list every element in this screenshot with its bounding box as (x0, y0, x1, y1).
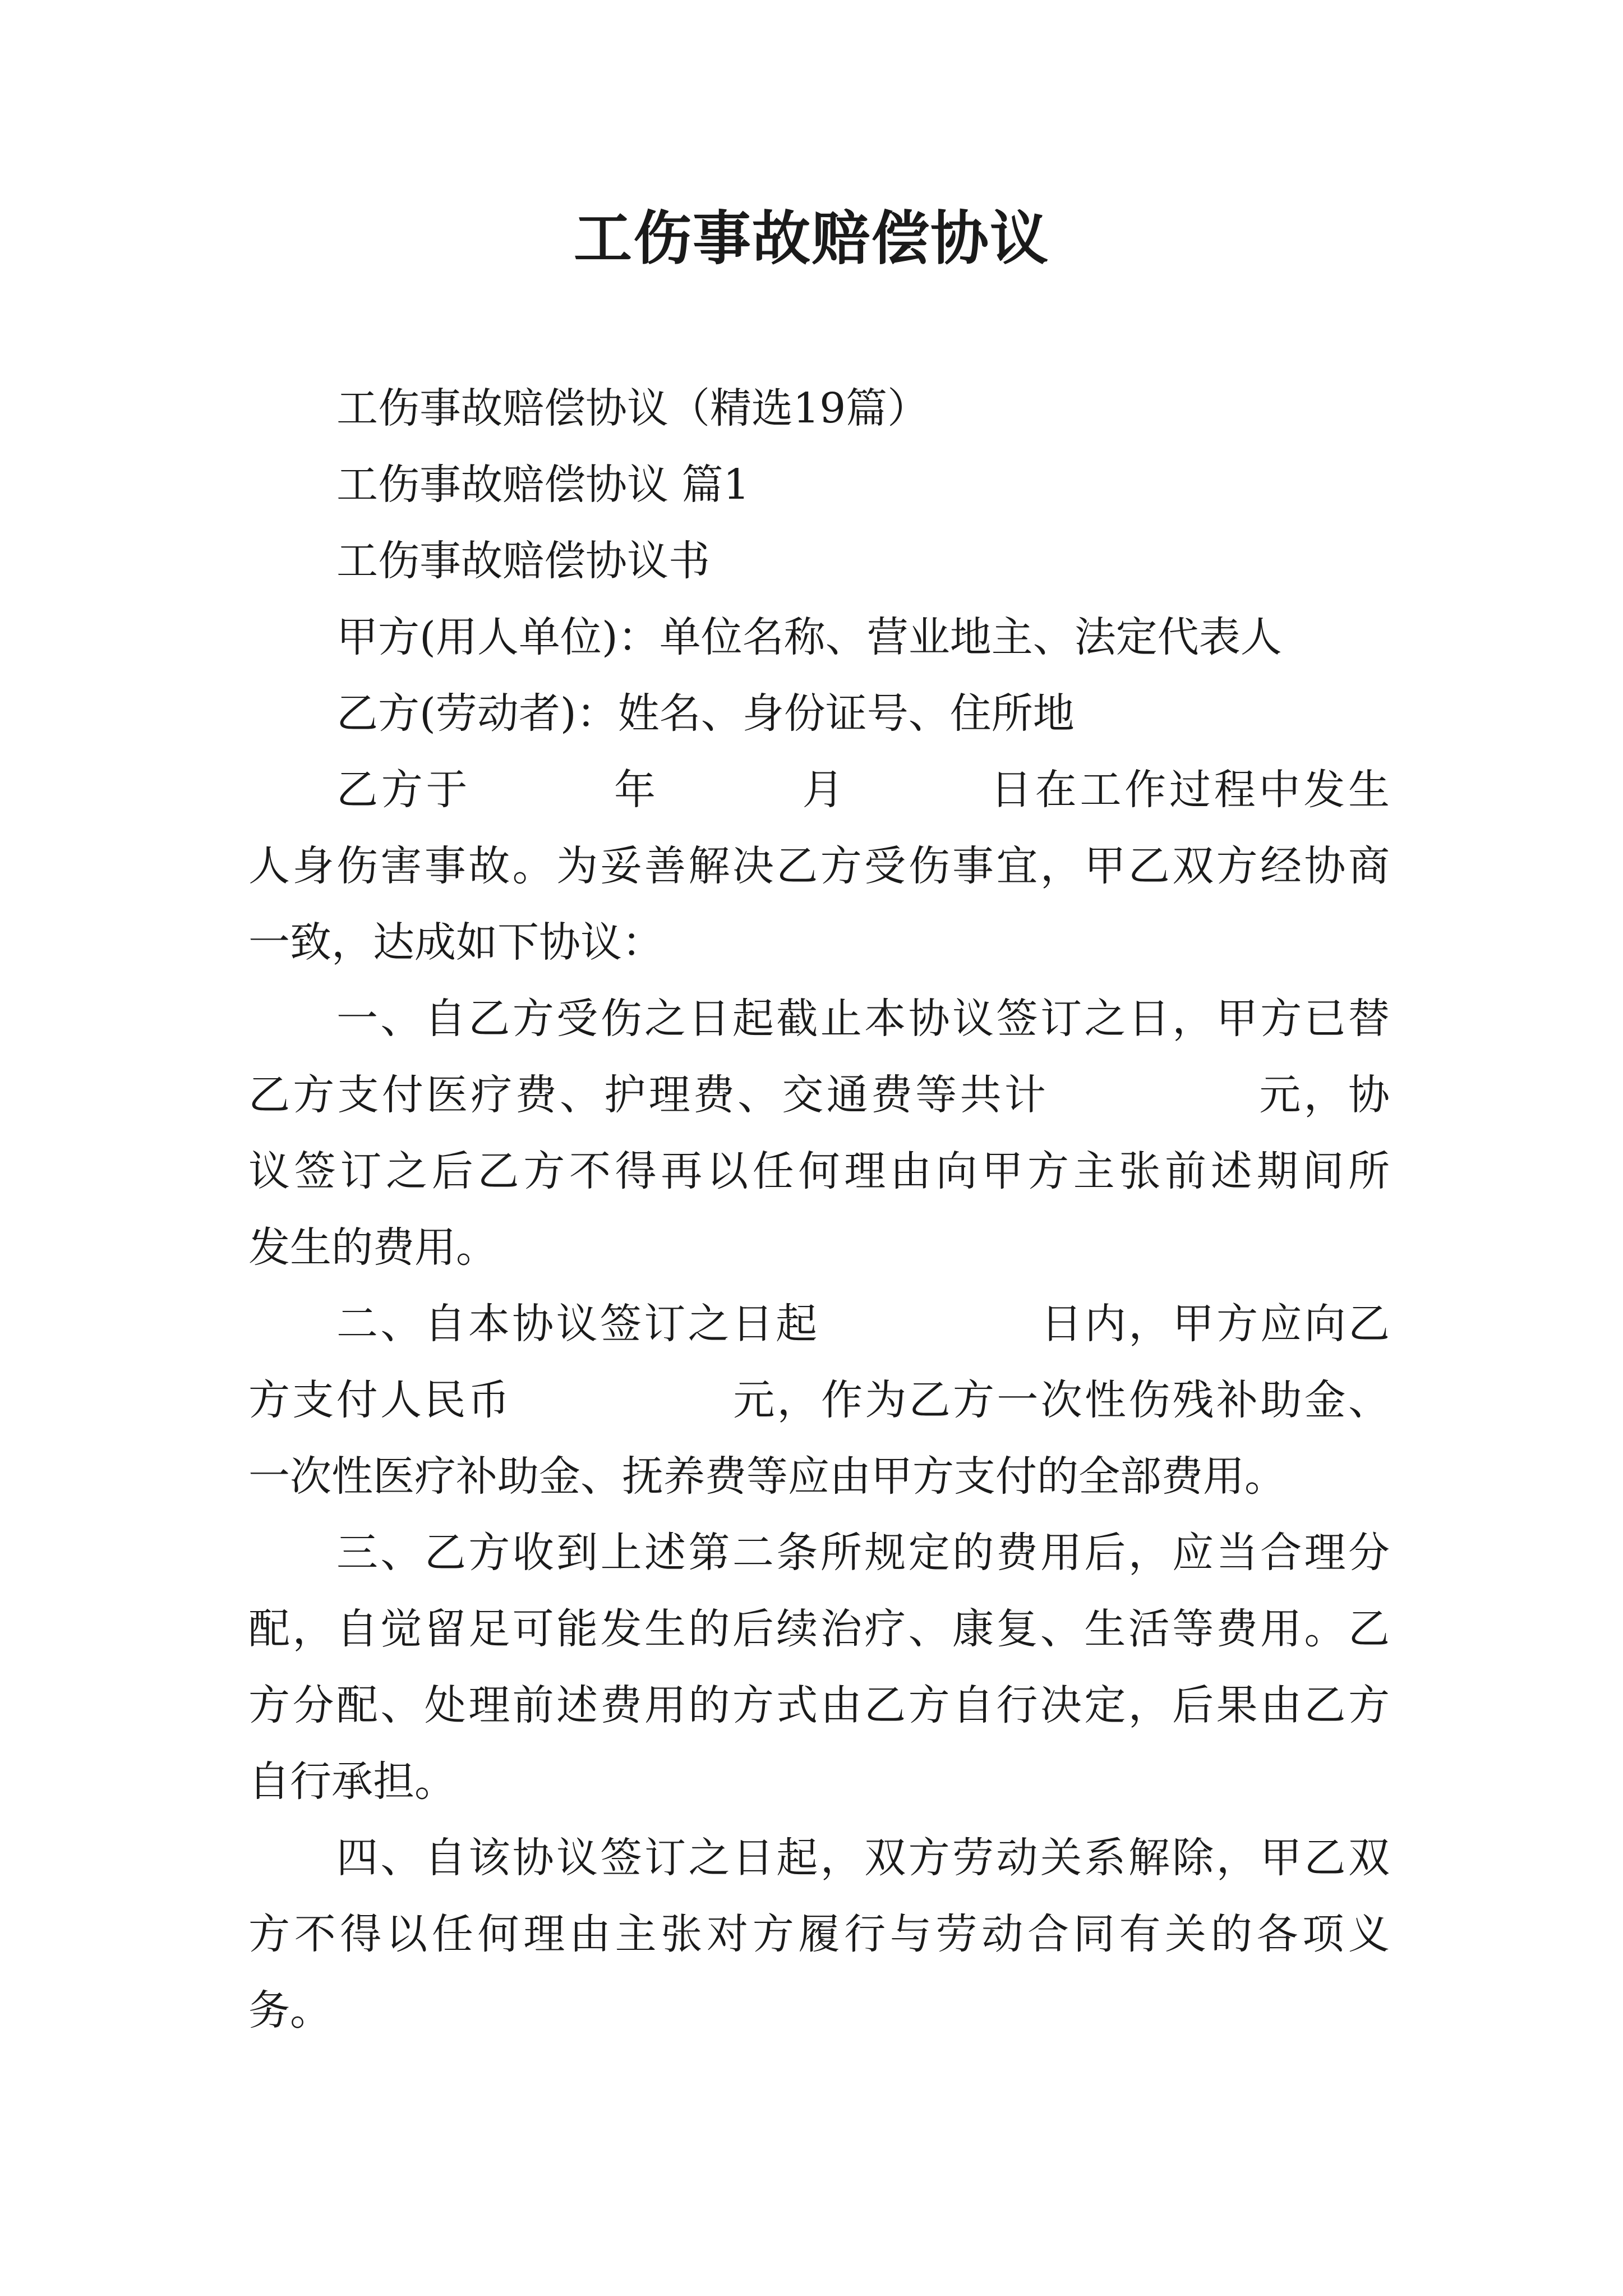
paragraph-text: 乙方支付医疗费、护理费、交通费等共计 (248, 1071, 1049, 1119)
paragraph-text: 日内，甲方应向乙 (1038, 1300, 1390, 1348)
clause-one-line (248, 1057, 1390, 1133)
paragraph-text: 方支付人民币 (248, 1376, 512, 1424)
clause-two-line (248, 1286, 1390, 1362)
party-a-line: 甲方(用人单位)：单位名称、营业地主、法定代表人 (336, 613, 1282, 661)
clause-three-line: 自行承担。 (248, 1757, 456, 1806)
agreement-heading: 工伤事故赔偿协议书 (336, 537, 710, 585)
clause-one-line: 发生的费用。 (248, 1223, 497, 1272)
clause-two-line (248, 1362, 1390, 1438)
party-b-line: 乙方(劳动者)：姓名、身份证号、住所地 (336, 689, 1075, 738)
clause-three-line: 配，自觉留足可能发生的后续治疗、康复、生活等费用。乙 (248, 1605, 1390, 1653)
paragraph-text: 年 (611, 766, 659, 814)
paragraph-text: 月 (799, 766, 847, 814)
paragraph-line: 一致，达成如下协议： (248, 918, 663, 967)
paragraph-text: 元，作为乙方一次性伤残补助金、 (731, 1376, 1390, 1424)
clause-one-line: 一、自乙方受伤之日起截止本协议签订之日，甲方已替 (336, 995, 1390, 1043)
clause-four-line: 方不得以任何理由主张对方履行与劳动合同有关的各项义 (248, 1910, 1390, 1958)
paragraph-line (248, 752, 1390, 828)
clause-three-line: 方分配、处理前述费用的方式由乙方自行决定，后果由乙方 (248, 1681, 1390, 1729)
paragraph-line: 人身伤害事故。为妥善解决乙方受伤事宜，甲乙双方经协商 (248, 842, 1390, 890)
clause-three-line: 三、乙方收到上述第二条所规定的费用后，应当合理分 (336, 1529, 1390, 1577)
paragraph-text: 日在工作过程中发生 (987, 766, 1390, 814)
document-body (248, 370, 1390, 2049)
paragraph-text: 乙方于 (336, 766, 471, 814)
clause-four-line: 四、自该协议签订之日起，双方劳动关系解除，甲乙双 (336, 1834, 1390, 1882)
paragraph-text: 二、自本协议签订之日起 (336, 1300, 820, 1348)
clause-four-line: 务。 (248, 1986, 331, 2035)
section-heading: 工伤事故赔偿协议 篇1 (336, 461, 750, 509)
clause-one-line: 议签订之后乙方不得再以任何理由向甲方主张前述期间所 (248, 1147, 1390, 1195)
clause-two-line: 一次性医疗补助金、抚养费等应由甲方支付的全部费用。 (248, 1452, 1286, 1501)
subtitle-line: 工伤事故赔偿协议（精选19篇） (336, 384, 929, 432)
paragraph-text: 元，协 (1256, 1071, 1390, 1119)
document-title: 工伤事故赔偿协议 (573, 204, 1049, 273)
